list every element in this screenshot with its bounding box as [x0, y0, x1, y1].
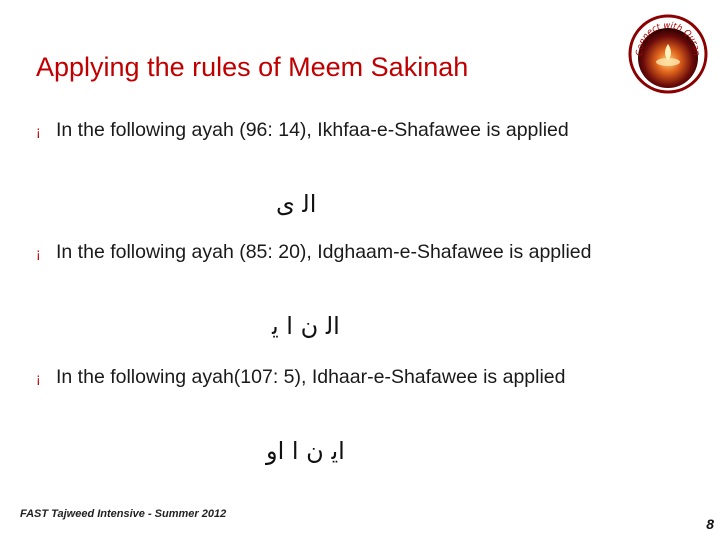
logo-text: Connect with Quran — [634, 20, 702, 57]
bullet-text: In the following ayah(107: 5), Idhaar-e-Shafawee is applied — [56, 366, 566, 388]
page-number: 8 — [706, 516, 714, 532]
bullet-marker: ¡ — [36, 370, 41, 386]
bullet-marker: ¡ — [36, 123, 41, 139]
arabic-ayah-text: ﺍﻟ ﻯ — [276, 190, 317, 218]
slide-title: Applying the rules of Meem Sakinah — [36, 52, 469, 82]
bullet-marker: ¡ — [36, 245, 41, 261]
bullet-text: In the following ayah (85: 20), Idghaam-e-Shafawee is applied — [56, 241, 592, 263]
footer-text: FAST Tajweed Intensive - Summer 2012 — [20, 508, 227, 520]
bullet-item — [36, 366, 656, 389]
bullet-item — [36, 119, 656, 142]
bullet-text: In the following ayah (96: 14), Ikhfaa-e-Shafawee is applied — [56, 119, 569, 141]
bullet-item — [36, 241, 656, 264]
arabic-ayah-text: ﺍﻳ ﻥ ﺍ ﺍﻭ — [266, 437, 345, 465]
candle-flame-icon — [628, 14, 708, 94]
arabic-ayah-text: ﺍﻟ ﻥ ﺍ ﻳ — [272, 312, 340, 340]
logo — [628, 14, 708, 94]
